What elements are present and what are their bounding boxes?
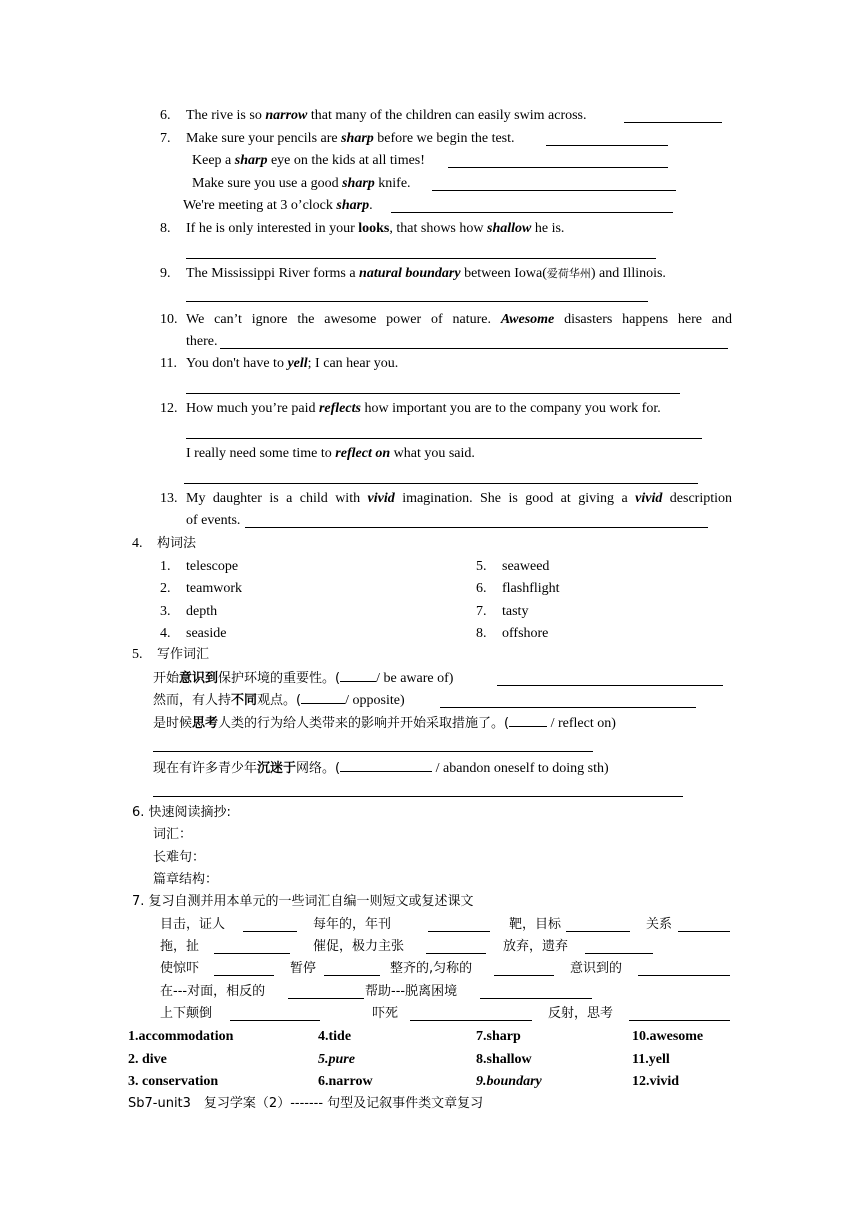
item-13-sentence: [186, 490, 732, 508]
vocab-prompt: 使惊吓: [160, 961, 200, 976]
word-number: 2.: [160, 581, 171, 596]
answer-key-item: 8.shallow: [476, 1052, 532, 1067]
writing-sentence-3: [153, 714, 616, 733]
answer-blank[interactable]: [245, 527, 708, 528]
text: description: [662, 491, 732, 506]
text: I really need some time to: [186, 446, 336, 461]
section-5-title: 写作词汇: [157, 647, 210, 662]
item-number: 12.: [160, 401, 178, 416]
answer-blank[interactable]: [585, 953, 653, 954]
answer-blank[interactable]: [153, 796, 683, 797]
word-number: 5.: [476, 559, 487, 574]
item-6-sentence: [186, 107, 587, 125]
answer-blank[interactable]: [428, 931, 490, 932]
text: he is.: [531, 221, 565, 236]
answer-blank[interactable]: [243, 931, 297, 932]
answer-key-item: 4.tide: [318, 1029, 352, 1044]
answer-blank[interactable]: [497, 685, 723, 686]
section-4-title: 构词法: [157, 536, 197, 551]
answer-key-item: 10.awesome: [632, 1029, 704, 1044]
long-sentence-label: 长难句：: [153, 850, 206, 865]
answer-blank[interactable]: [480, 998, 592, 999]
text: If he is only interested in your: [186, 221, 359, 236]
text: between Iowa(: [460, 266, 547, 281]
item-13-sentence-end: of events.: [186, 513, 241, 528]
item-12-sentence: [186, 400, 661, 418]
keyword: natural boundary: [359, 266, 461, 281]
item-number: 8.: [160, 221, 171, 236]
vocab-prompt: 拖，扯: [160, 939, 200, 954]
keyword: Awesome: [500, 312, 555, 327]
structure-label: 篇章结构：: [153, 872, 219, 887]
item-7-sentence: [186, 130, 515, 148]
text: disasters happens here and: [554, 312, 732, 327]
vocab-prompt: 每年的，年刊: [313, 917, 392, 932]
answer-blank[interactable]: [186, 438, 702, 439]
text: / opposite): [345, 693, 405, 708]
text: eye on the kids at all times!: [267, 153, 425, 168]
text: .: [369, 198, 373, 213]
item-7-sentence-c: [192, 175, 411, 193]
vocab-prompt: 放弃，遗弃: [503, 939, 569, 954]
vocab-prompt: 关系: [646, 917, 673, 932]
keyword: shallow: [487, 221, 532, 236]
text: 保护环境的重要性。(: [218, 671, 341, 686]
vocab-prompt: 目击，证人: [160, 917, 226, 932]
text: 现在有许多青少年: [153, 761, 258, 776]
text: 人类的行为给人类带来的影响并开始采取措施了。(: [218, 716, 510, 731]
answer-blank[interactable]: [391, 212, 673, 213]
answer-key-item: 12.vivid: [632, 1074, 680, 1089]
vocab-prompt: 意识到的: [570, 961, 623, 976]
word-item: depth: [186, 604, 218, 619]
keyword: narrow: [265, 108, 308, 123]
vocab-prompt: 暂停: [290, 961, 317, 976]
next-section-heading: Sb7-unit3 复习学案（2）------- 句型及记叙事件类文章复习: [128, 1096, 484, 1111]
text: You don't have to: [186, 356, 288, 371]
item-number: 6.: [160, 108, 171, 123]
keyword: sharp: [234, 153, 268, 168]
item-number: 9.: [160, 266, 171, 281]
item-number: 13.: [160, 491, 178, 506]
text: 然而，有人持: [153, 693, 232, 708]
answer-blank[interactable]: [230, 1020, 320, 1021]
answer-blank[interactable]: [410, 1020, 532, 1021]
item-10-sentence: [186, 311, 732, 329]
answer-blank[interactable]: [509, 714, 547, 727]
answer-blank[interactable]: [566, 931, 630, 932]
section-7-title: 7. 复习自测并用本单元的一些词汇自编一则短文或复述课文: [132, 894, 474, 909]
word-number: 7.: [476, 604, 487, 619]
vocab-prompt: 吓死: [372, 1006, 399, 1021]
text: knife.: [374, 176, 411, 191]
item-11-sentence: [186, 355, 398, 373]
vocab-prompt: 帮助---脱离困境: [365, 984, 458, 999]
keyword: reflect on: [335, 446, 391, 461]
item-number: 7.: [160, 131, 171, 146]
answer-blank[interactable]: [186, 393, 680, 394]
keyword: vivid: [367, 491, 395, 506]
word-number: 3.: [160, 604, 171, 619]
item-12-sentence-b: [186, 445, 475, 463]
text: 网络。(: [296, 761, 341, 776]
item-number: 11.: [160, 356, 177, 371]
text: ; I can hear you.: [307, 356, 399, 371]
word-item: flashflight: [502, 581, 560, 596]
answer-blank[interactable]: [220, 348, 728, 349]
answer-blank[interactable]: [186, 301, 648, 302]
vocab-label: 词汇：: [153, 827, 193, 842]
answer-blank[interactable]: [440, 707, 696, 708]
text: Make sure you use a good: [192, 176, 343, 191]
item-10-sentence-end: there.: [186, 334, 218, 349]
vocab-prompt: 催促，极力主张: [313, 939, 405, 954]
text: The rive is so: [186, 108, 266, 123]
item-number: 10.: [160, 312, 178, 327]
answer-blank[interactable]: [629, 1020, 730, 1021]
word-item: teamwork: [186, 581, 242, 596]
vocab-prompt: 靶，目标: [509, 917, 562, 932]
word-item: telescope: [186, 559, 239, 574]
answer-key-item: 7.sharp: [476, 1029, 521, 1044]
answer-blank[interactable]: [426, 953, 486, 954]
answer-key-item: 1.accommodation: [128, 1029, 234, 1044]
answer-blank[interactable]: [184, 483, 698, 484]
item-7-sentence-b: [192, 152, 425, 170]
text: imagination. She is good at giving a: [394, 491, 636, 506]
word-number: 1.: [160, 559, 171, 574]
answer-blank[interactable]: [340, 759, 432, 772]
vocab-prompt: 在---对面，相反的: [160, 984, 266, 999]
answer-key-item: 3. conservation: [128, 1074, 219, 1089]
text: 观点。(: [257, 693, 302, 708]
answer-blank[interactable]: [288, 998, 364, 999]
keyword: 不同: [231, 693, 258, 708]
keyword: sharp: [341, 131, 374, 146]
keyword: looks: [358, 221, 390, 236]
answer-blank[interactable]: [186, 258, 656, 259]
keyword: 意识到: [179, 671, 219, 686]
keyword: sharp: [342, 176, 375, 191]
vocab-prompt: 上下颠倒: [160, 1006, 213, 1021]
text: How much you’re paid: [186, 401, 319, 416]
answer-key-item: 9.boundary: [476, 1074, 542, 1089]
answer-blank[interactable]: [546, 145, 668, 146]
answer-blank[interactable]: [301, 691, 345, 704]
keyword: sharp: [336, 198, 370, 213]
word-item: seaweed: [502, 559, 550, 574]
text: We can’t ignore the awesome power of nature.: [186, 312, 501, 327]
word-number: 6.: [476, 581, 487, 596]
item-7-sentence-d: [183, 197, 373, 215]
answer-blank[interactable]: [494, 975, 554, 976]
writing-sentence-1: [153, 669, 453, 688]
text: , that shows how: [389, 221, 487, 236]
section-number: 5.: [132, 647, 143, 662]
word-item: seaside: [186, 626, 227, 641]
text: / reflect on): [547, 716, 616, 731]
vocab-prompt: 整齐的,匀称的: [390, 961, 473, 976]
text: / abandon oneself to doing sth): [432, 761, 609, 776]
word-item: offshore: [502, 626, 549, 641]
section-6-title: 6. 快速阅读摘抄:: [132, 805, 231, 820]
answer-blank[interactable]: [678, 931, 730, 932]
text: 是时候: [153, 716, 193, 731]
vocab-prompt: 反射，思考: [548, 1006, 614, 1021]
answer-blank[interactable]: [214, 953, 290, 954]
answer-key-item: 2. dive: [128, 1052, 167, 1067]
answer-key-item: 11.yell: [632, 1052, 670, 1067]
text: what you said.: [390, 446, 475, 461]
text: We're meeting at 3 o’clock: [183, 198, 337, 213]
answer-blank[interactable]: [324, 975, 380, 976]
text: how important you are to the company you work for.: [360, 401, 661, 416]
text: My daughter is a child with: [186, 491, 368, 506]
section-number: 4.: [132, 536, 143, 551]
answer-key-item: 5.pure: [318, 1052, 355, 1067]
keyword: vivid: [635, 491, 663, 506]
word-item: tasty: [502, 604, 529, 619]
answer-blank[interactable]: [153, 751, 593, 752]
answer-blank[interactable]: [432, 190, 676, 191]
word-number: 8.: [476, 626, 487, 641]
keyword: reflects: [318, 401, 361, 416]
keyword: 沉迷于: [257, 761, 297, 776]
answer-blank[interactable]: [638, 975, 730, 976]
text: Keep a: [192, 153, 235, 168]
keyword: 思考: [192, 716, 219, 731]
text: that many of the children can easily swim across.: [307, 108, 587, 123]
word-number: 4.: [160, 626, 171, 641]
answer-blank[interactable]: [624, 122, 722, 123]
writing-sentence-4: [153, 759, 609, 778]
item-9-sentence: [186, 265, 666, 283]
text: before we begin the test.: [373, 131, 515, 146]
text: Make sure your pencils are: [186, 131, 342, 146]
answer-blank[interactable]: [340, 669, 376, 682]
text: 开始: [153, 671, 180, 686]
text: The Mississippi River forms a: [186, 266, 360, 281]
text: ) and Illinois.: [590, 266, 666, 281]
item-8-sentence: [186, 220, 564, 238]
writing-sentence-2: [153, 691, 405, 710]
keyword: yell: [287, 356, 308, 371]
text: / be aware of): [376, 671, 454, 686]
answer-blank[interactable]: [448, 167, 668, 168]
answer-blank[interactable]: [214, 975, 274, 976]
answer-key-item: 6.narrow: [318, 1074, 373, 1089]
chinese-gloss: 爱荷华州: [546, 267, 591, 280]
